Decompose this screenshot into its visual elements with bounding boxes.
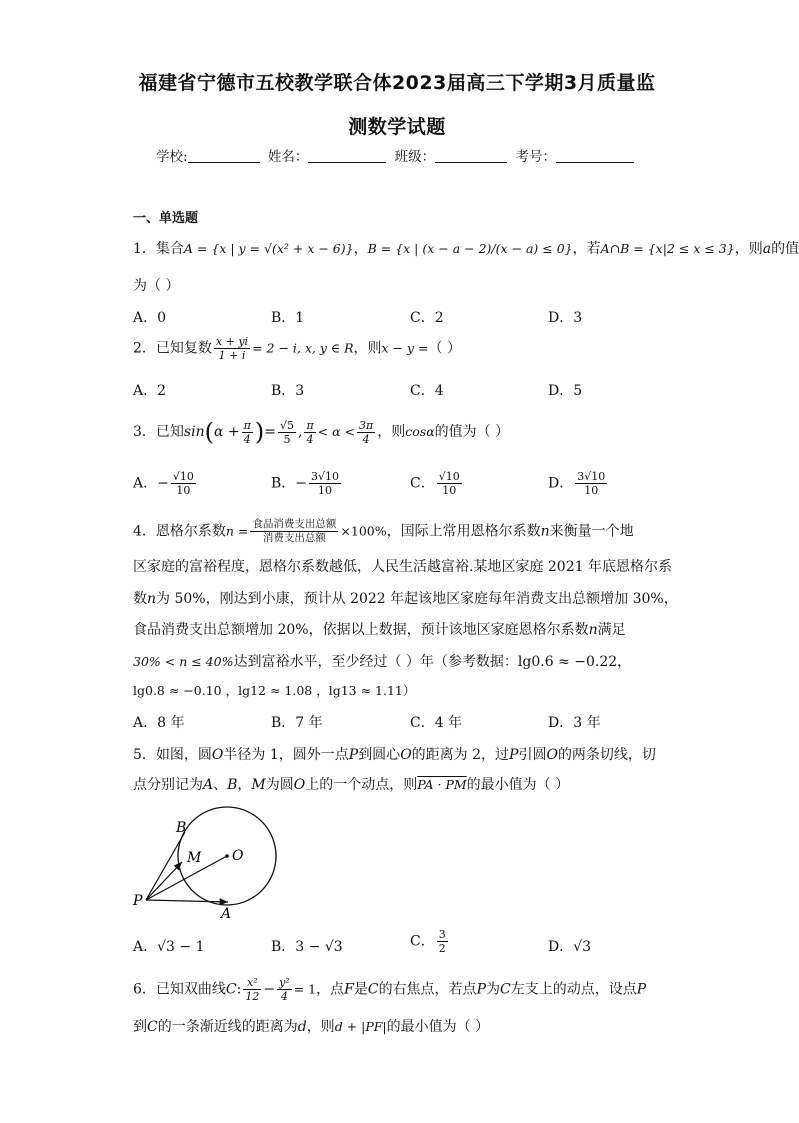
q4-n-eq: n = <box>225 523 249 539</box>
q2-fraction <box>214 335 250 362</box>
q1-set-b: B = {x | (x − a − 2)/(x − a) ≤ 0} <box>367 241 573 256</box>
section-heading: 一、单选题 <box>133 211 199 226</box>
q3-prefix: 3．已知 <box>133 424 184 440</box>
q4-prefix: 4．恩格尔系数 <box>133 523 226 540</box>
question-5-line2 <box>133 774 569 794</box>
label-a: A <box>221 906 232 922</box>
q3-opt-c-label: C． <box>410 475 435 492</box>
q3-pi: π <box>243 418 251 432</box>
info-line <box>0 145 794 165</box>
class-label: 班级： <box>394 149 436 165</box>
q3-opt-a-label: A． <box>133 475 158 492</box>
q6-frac-x <box>243 976 261 1003</box>
q4-option-b[interactable]: B．7 年 <box>271 715 323 731</box>
q6-c4: C <box>147 1019 158 1035</box>
number-blank[interactable] <box>556 148 634 163</box>
q1-tail2: 的值 <box>771 241 799 257</box>
page-title-line1: 福建省宁德市五校教学联合体2023届高三下学期3月质量监 <box>138 72 656 94</box>
q6-r5: 左支上的动点，设点 <box>510 981 637 998</box>
q5-option-a[interactable] <box>133 936 205 956</box>
q4-rest2: 来衡量一个地 <box>549 523 634 540</box>
label-b: B <box>176 820 187 836</box>
q4-line3b: 为 50%，刚达到小康，预计从 2022 年起该地区家庭每年消费支出总额增加 30%， <box>156 591 678 607</box>
q5-l1e: 引圆 <box>518 747 547 763</box>
q3-opt-c-den: 10 <box>442 484 457 497</box>
q3-four-3: 4 <box>362 432 370 446</box>
q4-n: n <box>540 523 550 540</box>
label-p: P <box>133 893 143 909</box>
q1-cond-expr: A∩B = {x|2 ≤ x ≤ 3} <box>600 241 735 256</box>
q6-colon: : <box>236 981 242 998</box>
q6-c3: C <box>499 981 511 998</box>
q3-cos: cosα <box>405 424 435 439</box>
q2-option-b[interactable]: B．3 <box>271 383 305 399</box>
q3-eq: = <box>264 424 276 440</box>
q5-opt-a-text: √3 − 1 <box>157 939 205 955</box>
q2-option-c[interactable]: C．4 <box>410 383 444 399</box>
q3-alpha: α + <box>213 424 240 440</box>
q3-five: 5 <box>283 432 291 446</box>
q4-n-3: n <box>588 622 598 638</box>
q6-p1: P <box>476 981 486 998</box>
number-label: 考号： <box>515 149 556 165</box>
q1-a: a <box>762 241 772 257</box>
center-dot <box>225 854 229 858</box>
q3-sqrt5-over-5 <box>278 419 296 446</box>
question-3 <box>133 418 509 446</box>
q6-d: d <box>297 1019 307 1035</box>
question-4-line3 <box>133 588 678 608</box>
question-2 <box>133 335 461 362</box>
q4-fraction <box>250 518 338 545</box>
q1-sep: ， <box>353 241 368 257</box>
q5-l2a: 点分别记为 <box>133 777 203 793</box>
q2-option-d[interactable]: D．5 <box>548 383 583 399</box>
q3-tail: ，则 <box>377 424 406 440</box>
q5-option-c[interactable] <box>410 928 450 955</box>
q3-comma: , <box>297 424 303 440</box>
q1-option-a[interactable]: A．0 <box>133 310 167 326</box>
q1-set-a: A = {x | y = √(x² + x − 6)} <box>183 241 354 256</box>
q2-prefix: 2．已知复数 <box>133 340 212 357</box>
q3-tail2: 的值为（ ） <box>434 424 510 440</box>
question-4-line4 <box>133 619 626 639</box>
q5-l1f: 的两条切线，切 <box>557 747 656 763</box>
q5-a: A <box>203 777 214 793</box>
q1-option-b[interactable]: B．1 <box>271 310 305 326</box>
question-4-line1 <box>133 518 634 545</box>
q3-opt-a-den: 10 <box>176 484 191 497</box>
q6-minus: − <box>263 981 276 998</box>
q5-l2c: 为圆 <box>265 777 294 793</box>
q5-l1b: 半径为 1，圆外一点 <box>223 747 349 763</box>
q4-option-d[interactable]: D．3 年 <box>548 715 601 731</box>
q5-l1c: 到圆心 <box>358 747 401 763</box>
q5-l2d: 上的一个动点，则 <box>305 777 418 793</box>
q2-tail: ，则 <box>353 340 382 357</box>
q4-line4b: 满足 <box>597 622 626 638</box>
page-title-line2: 测数学试题 <box>348 116 446 138</box>
q3-opt-a-frac <box>171 470 196 497</box>
q5-opt-d-label: D． <box>548 939 574 955</box>
q3-opt-d-label: D． <box>548 475 574 492</box>
q2-frac-den: 1 + i <box>218 349 246 362</box>
q3-opt-c-num: √10 <box>438 470 460 483</box>
q4-line3a: 数 <box>133 591 147 607</box>
q3-sin: sin <box>183 424 205 440</box>
q6-prefix: 6．已知双曲线 <box>133 981 226 998</box>
q5-vec: PA · PM <box>417 777 467 792</box>
q3-opt-a-num: √10 <box>172 470 194 483</box>
q3-option-d[interactable] <box>548 470 609 497</box>
q1-option-d[interactable]: D．3 <box>548 310 583 326</box>
q5-opt-a-label: A． <box>133 939 158 955</box>
q5-figure <box>130 810 290 922</box>
question-1-line1 <box>133 238 799 258</box>
q3-opt-d-num: 3√10 <box>577 470 606 483</box>
q3-upper-bound <box>357 419 375 446</box>
q6-x2: x² <box>243 976 261 990</box>
q1-prefix: 1．集合 <box>133 241 184 257</box>
q2-rest: = 2 − i, x, y ∈ R <box>252 340 354 356</box>
q4-rest: ，国际上常用恩格尔系数 <box>386 523 541 540</box>
q5-opt-b-label: B． <box>271 939 296 955</box>
q5-p1: P <box>348 747 359 763</box>
q3-3pi: 3π <box>359 418 374 432</box>
q4-line5b: 达到富裕水平，至少经过（ ）年（参考数据：lg0.6 ≈ −0.22， <box>233 654 632 670</box>
q5-opt-c-num: 3 <box>438 928 446 941</box>
q6-l2b: 的一条渐近线的距离为 <box>157 1019 298 1035</box>
q6-c2: C <box>367 981 379 998</box>
q5-opt-b-text: 3 − √3 <box>295 939 343 955</box>
q3-paren-right: ) <box>254 418 265 446</box>
q6-r1: ，点 <box>316 981 345 998</box>
q5-l2b: ， <box>237 777 252 793</box>
q1-tail: ，则 <box>734 241 763 257</box>
q6-l2a: 到 <box>133 1019 147 1035</box>
q6-c1: C <box>225 981 237 998</box>
q5-option-d[interactable] <box>548 936 591 956</box>
q3-opt-b-den: 10 <box>318 484 333 497</box>
school-blank[interactable] <box>188 148 260 163</box>
vector-pa <box>146 900 228 902</box>
q2-frac-num: x + yi <box>215 335 249 348</box>
q5-b: B <box>227 777 238 793</box>
q3-opt-b-num: 3√10 <box>311 470 340 483</box>
q5-o4: O <box>293 777 306 793</box>
q6-f: F <box>344 981 354 998</box>
class-blank[interactable] <box>435 148 507 163</box>
question-6-line1 <box>133 976 646 1003</box>
question-5-line1 <box>133 744 656 764</box>
q4-line5a: 30% < n ≤ 40% <box>133 654 234 669</box>
q3-ineq: < α < <box>317 424 356 439</box>
q6-l2c: ，则 <box>306 1019 335 1035</box>
q6-eq1: = 1 <box>293 981 317 997</box>
q3-four-2: 4 <box>306 432 314 446</box>
q5-opt-c-frac <box>437 928 448 955</box>
q6-p2: P <box>636 981 647 998</box>
q3-four: 4 <box>243 432 251 446</box>
q5-p2: P <box>509 747 519 763</box>
q4-frac-den: 消费支出总额 <box>262 532 326 544</box>
q6-l2d: 的最小值为（ ） <box>386 1019 490 1035</box>
q1-cond: ，若 <box>572 241 601 257</box>
q5-l1a: 5．如图，圆 <box>133 747 212 763</box>
q4-option-c[interactable]: C．4 年 <box>410 715 463 731</box>
q2-expr: x − y = <box>381 340 429 356</box>
q5-o2: O <box>400 747 412 763</box>
label-o: O <box>232 848 244 864</box>
q1-option-c[interactable]: C．2 <box>410 310 444 326</box>
q5-l2e: 的最小值为（ ） <box>466 777 570 793</box>
question-4-line5 <box>133 651 631 671</box>
q6-r2: 是 <box>353 981 368 998</box>
q3-option-a[interactable] <box>133 470 198 497</box>
q6-r4: 为 <box>485 981 500 998</box>
q5-o1: O <box>211 747 224 763</box>
q6-r3: 的右焦点，若点 <box>378 981 477 998</box>
q3-opt-d-den: 10 <box>584 484 599 497</box>
school-label: 学校: <box>156 149 188 165</box>
q5-opt-c-den: 2 <box>438 942 446 955</box>
q2-option-a[interactable]: A．2 <box>133 383 167 399</box>
question-6-line2 <box>133 1016 489 1036</box>
q4-times: ×100% <box>340 523 387 539</box>
q6-expr: d + |PF| <box>334 1019 387 1034</box>
q6-12: 12 <box>245 990 260 1003</box>
q5-sep: 、 <box>213 777 228 793</box>
q3-option-b[interactable] <box>271 470 343 497</box>
name-blank[interactable] <box>308 148 386 163</box>
q6-frac-y <box>277 976 292 1003</box>
name-label: 姓名： <box>267 149 309 165</box>
q5-opt-c-label: C． <box>410 933 435 950</box>
q5-o3: O <box>546 747 558 763</box>
q3-opt-d-frac <box>575 470 607 497</box>
q3-opt-b-frac <box>309 470 341 497</box>
q4-line4a: 食品消费支出总额增加 20%，依据以上数据，预计该地区家庭恩格尔系数 <box>133 622 589 638</box>
q3-option-c[interactable] <box>410 470 464 497</box>
q3-pi-over-4 <box>242 419 253 446</box>
question-4-line2: 区家庭的富裕程度，恩格尔系数越低，人民生活越富裕.某地区家庭 2021 年底恩格尔系 <box>133 559 672 575</box>
q3-opt-c-frac <box>437 470 462 497</box>
q4-option-a[interactable]: A．8 年 <box>133 715 185 731</box>
q4-n-2: n <box>147 591 157 607</box>
q2-tail2: （ ） <box>428 340 461 357</box>
question-1-line2: 为（ ） <box>133 278 180 294</box>
q3-opt-b-label: B． <box>271 475 296 492</box>
q3-lower-bound <box>304 419 315 446</box>
q5-opt-d-text: √3 <box>573 939 592 955</box>
q4-frac-num: 食品消费支出总额 <box>252 518 337 530</box>
q3-pi-2: π <box>306 418 314 432</box>
q5-m: M <box>251 777 266 793</box>
q5-option-b[interactable] <box>271 936 343 956</box>
q3-opt-b-sign: − <box>295 475 308 492</box>
q3-sqrt5: √5 <box>279 418 294 432</box>
q6-y2: y² <box>279 976 290 989</box>
q3-opt-a-sign: − <box>157 475 169 492</box>
label-m: M <box>187 850 202 866</box>
q5-l1d: 的距离为 2，过 <box>411 747 510 763</box>
q3-paren-left: ( <box>204 418 214 446</box>
q6-4: 4 <box>280 990 288 1003</box>
question-4-line6: lg0.8 ≈ −0.10 ，lg12 ≈ 1.08 ，lg13 ≈ 1.11） <box>133 683 416 698</box>
